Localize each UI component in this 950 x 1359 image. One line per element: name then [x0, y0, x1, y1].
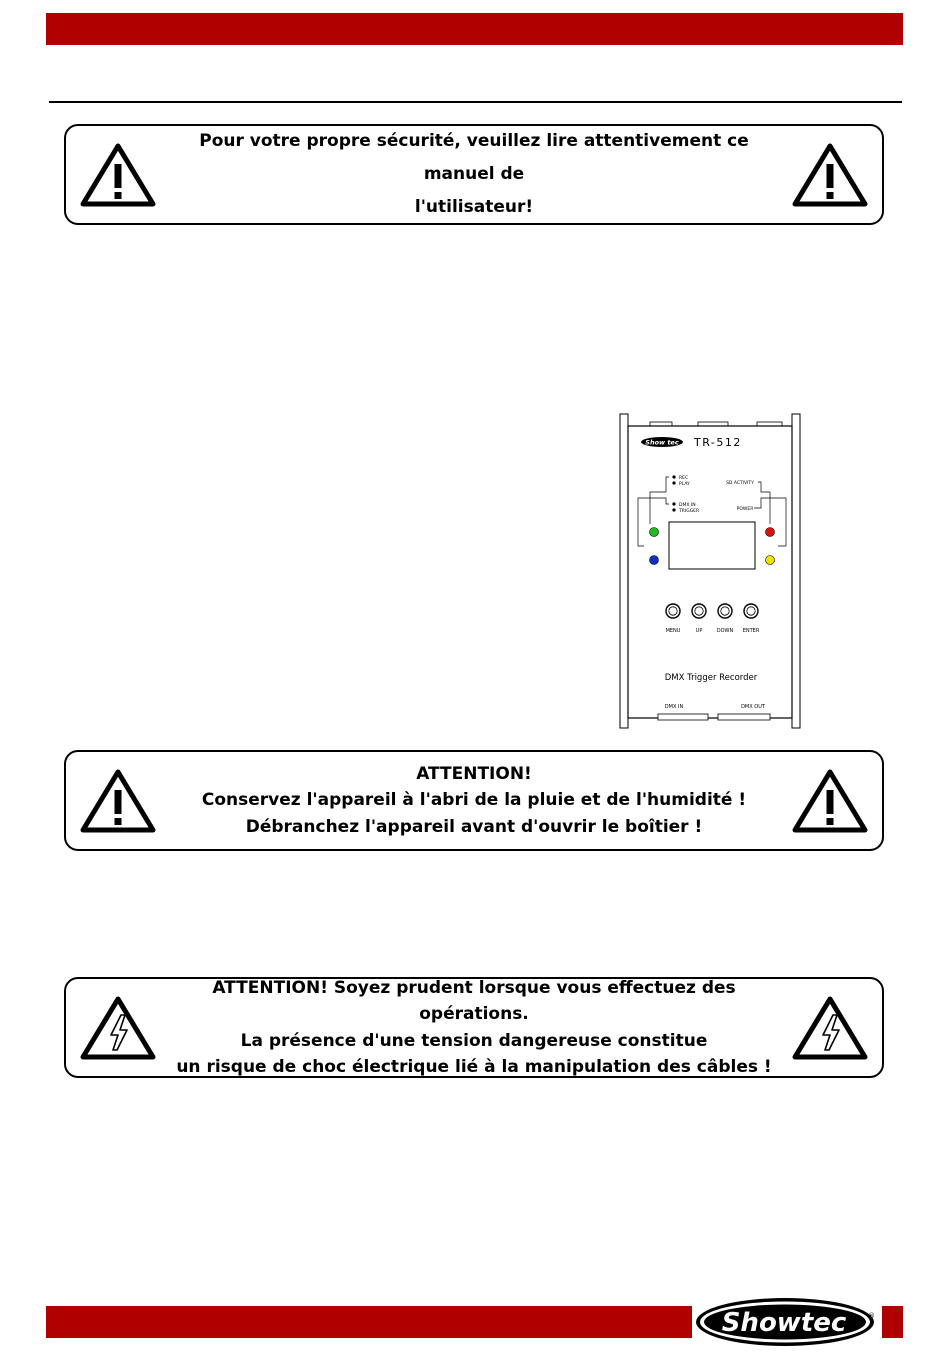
warning-line: un risque de choc électrique lié à la manipulation des câbles !: [176, 1057, 772, 1077]
led-red: [766, 528, 775, 537]
safety-warning-text: [166, 126, 782, 223]
device-model: TR-512: [694, 436, 742, 449]
device-brand: Show tec: [645, 438, 679, 447]
showtec-logo: [694, 1296, 878, 1348]
warning-triangle-icon: [80, 768, 156, 834]
warning-line: Pour votre propre sécurité, veuillez lire attentivement ce manuel de: [199, 131, 749, 184]
device-button-menu: [666, 604, 680, 618]
button-label-menu: MENU: [665, 628, 681, 634]
logo-text: Showtec: [721, 1308, 847, 1338]
led-green: [650, 528, 659, 537]
footer-bar: [46, 1306, 692, 1338]
button-label-up: UP: [695, 628, 703, 634]
logo-registered: ®: [868, 1312, 875, 1320]
attention-warning-text: [166, 752, 782, 849]
device-display: [669, 522, 755, 569]
device-product-name: DMX Trigger Recorder: [664, 673, 758, 683]
warning-triangle-icon: [792, 768, 868, 834]
led-label-sd-activity: SD ACTIVITY: [726, 481, 754, 486]
safety-warning-box: [64, 124, 884, 225]
warning-line: l'utilisateur!: [414, 197, 534, 217]
warning-line: La présence d'une tension dangereuse constitue: [240, 1030, 708, 1051]
footer-bar-end: [882, 1306, 903, 1338]
header-bar: [46, 13, 903, 45]
device-button-down: [718, 604, 732, 618]
led-blue: [650, 556, 659, 565]
electric-warning-text: [166, 979, 782, 1076]
port-label-dmx-out: DMX OUT: [741, 704, 765, 710]
warning-line: Débranchez l'appareil avant d'ouvrir le boîtier !: [245, 816, 703, 837]
warning-line: Conservez l'appareil à l'abri de la pluie et de l'humidité !: [201, 790, 747, 811]
warning-triangle-icon: [792, 142, 868, 208]
button-label-down: DOWN: [716, 628, 734, 634]
warning-triangle-icon: [80, 142, 156, 208]
button-label-enter: ENTER: [742, 628, 760, 634]
led-label-trigger: TRIGGER: [679, 509, 700, 514]
port-label-dmx-in: DMX IN: [664, 704, 684, 710]
electric-warning-box: [64, 977, 884, 1078]
warning-line: ATTENTION! Soyez prudent lorsque vous effectuez des opérations.: [212, 977, 736, 1024]
led-label-play: PLAY: [679, 482, 690, 487]
device-button-up: [692, 604, 706, 618]
device-front-panel-illustration: [612, 410, 808, 732]
led-label-dmx-in: DMX IN: [679, 503, 696, 508]
header-rule: [49, 101, 902, 103]
led-yellow: [766, 556, 775, 565]
led-label-power: POWER: [736, 507, 754, 512]
led-label-rec: REC: [679, 476, 689, 481]
attention-warning-box: [64, 750, 884, 851]
electric-hazard-icon: [80, 995, 156, 1061]
device-button-enter: [744, 604, 758, 618]
warning-line: ATTENTION!: [416, 763, 532, 784]
electric-hazard-icon: [792, 995, 868, 1061]
